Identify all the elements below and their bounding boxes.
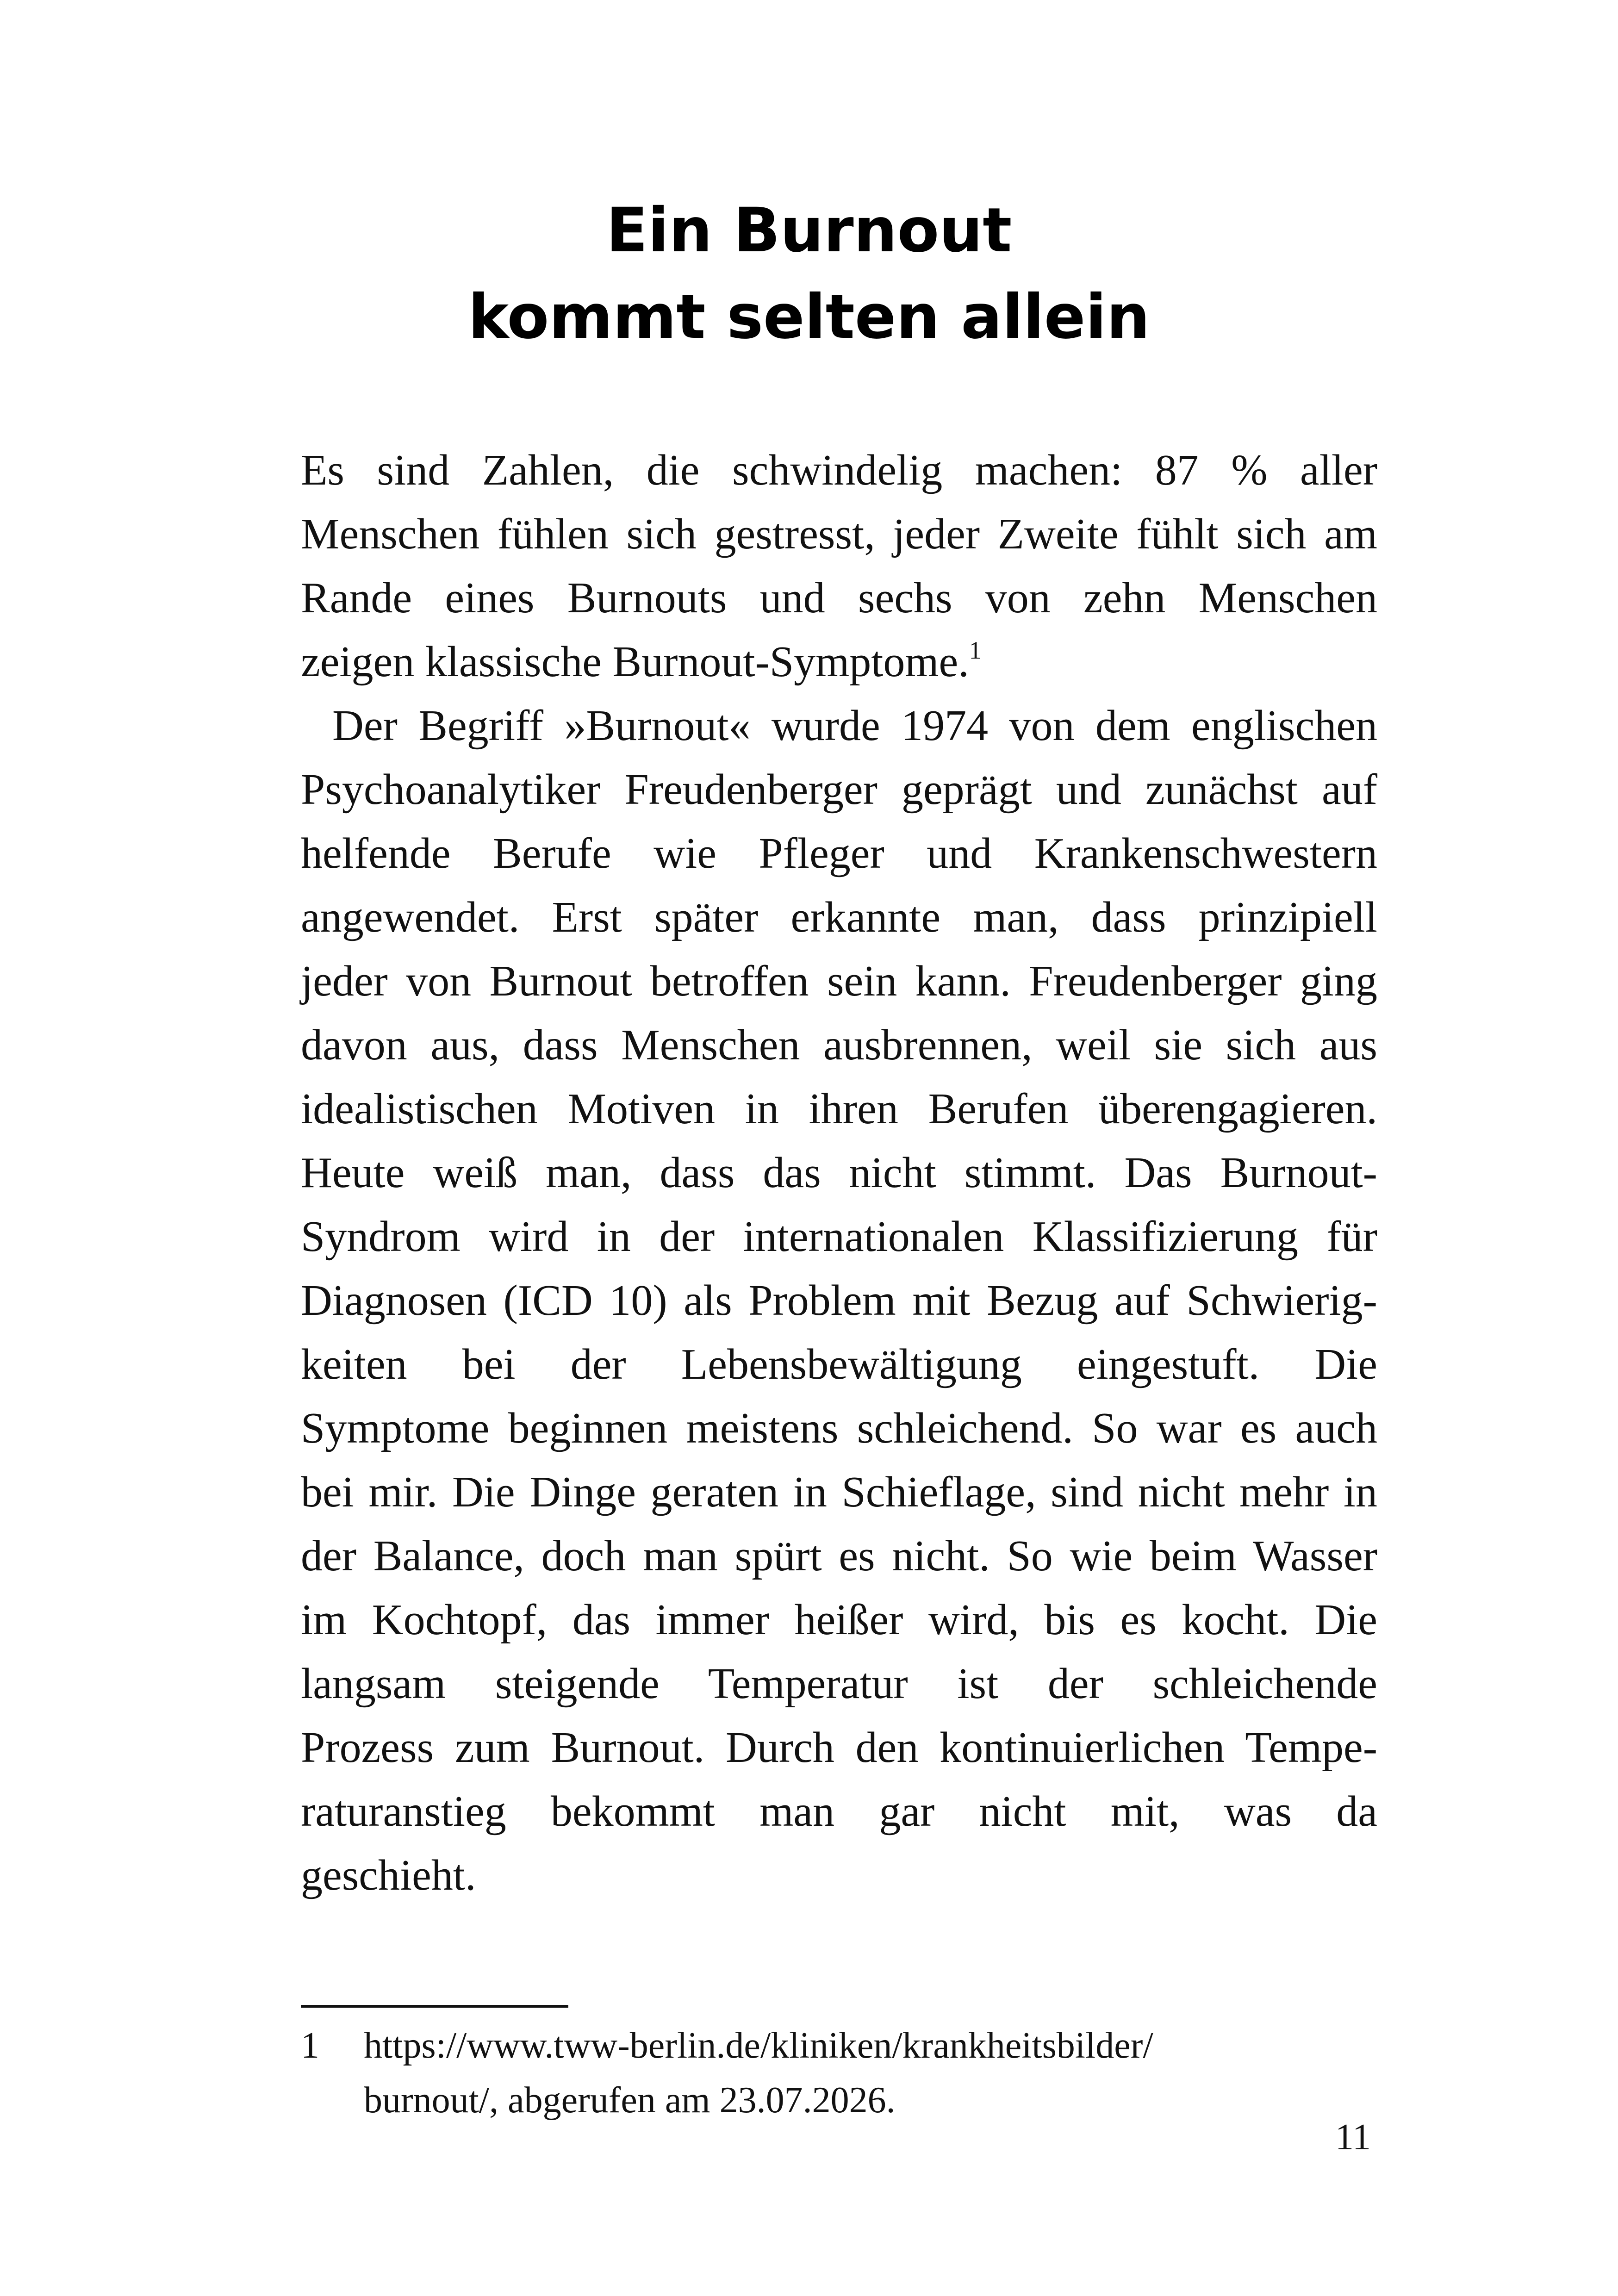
body-line: bei mir. Die Dinge geraten in Schieflage, sind nicht mehr in xyxy=(301,1468,1377,1516)
body-line: Psychoanalytiker Freudenberger geprägt und zunächst auf xyxy=(301,765,1377,814)
footnote-reference: 1 xyxy=(969,636,982,664)
body-line: Es sind Zahlen, die schwindelig machen: 87 % aller xyxy=(301,446,1377,494)
body-line: Symptome beginnen meistens schleichend. So war es auch xyxy=(301,1404,1377,1452)
body-line: Rande eines Burnouts und sechs von zehn Menschen xyxy=(301,574,1377,622)
body-line: idealistischen Motiven in ihren Berufen überengagieren. xyxy=(301,1085,1377,1133)
footnote-line: burnout/, abgerufen am 23.07.2026. xyxy=(364,2080,896,2121)
body-line: der Balance, doch man spürt es nicht. So wie beim Wasser xyxy=(301,1532,1377,1580)
body-line: Menschen fühlen sich gestresst, jeder Zweite fühlt sich am xyxy=(301,510,1377,558)
body-line: im Kochtopf, das immer heißer wird, bis es kocht. Die xyxy=(301,1596,1377,1644)
body-line: Syndrom wird in der internationalen Klassifizierung für xyxy=(301,1213,1377,1261)
body-line: geschieht. xyxy=(301,1851,476,1899)
footnote-divider xyxy=(301,2005,568,2008)
footnote-line: https://www.tww-berlin.de/kliniken/krankheitsbilder/ xyxy=(364,2025,1153,2066)
chapter-title-line-2: kommt selten allein xyxy=(468,281,1150,353)
footnote-number: 1 xyxy=(301,2025,319,2066)
body-line: davon aus, dass Menschen ausbrennen, weil sie sich aus xyxy=(301,1021,1377,1069)
body-line: raturanstieg bekommt man gar nicht mit, was da xyxy=(301,1787,1377,1836)
body-line: Der Begriff »Burnout« wurde 1974 von dem englischen xyxy=(332,702,1377,750)
body-line: keiten bei der Lebensbewältigung eingestuft. Die xyxy=(301,1340,1377,1388)
body-line: Heute weiß man, dass das nicht stimmt. Das Burnout- xyxy=(301,1149,1377,1197)
body-line: angewendet. Erst später erkannte man, dass prinzipiell xyxy=(301,893,1377,941)
body-line: langsam steigende Temperatur ist der schleichende xyxy=(301,1660,1377,1708)
body-line: Prozess zum Burnout. Durch den kontinuierlichen Tempe- xyxy=(301,1724,1377,1772)
page-number: 11 xyxy=(1335,2117,1371,2158)
body-line: helfende Berufe wie Pfleger und Krankenschwestern xyxy=(301,829,1377,877)
body-line: jeder von Burnout betroffen sein kann. Freudenberger ging xyxy=(301,957,1377,1005)
body-line xyxy=(301,636,1377,688)
body-line: Diagnosen (ICD 10) als Problem mit Bezug auf Schwierig- xyxy=(301,1276,1377,1325)
chapter-title-line-1: Ein Burnout xyxy=(606,195,1012,266)
body-line-text: zeigen klassische Burnout-Symptome. xyxy=(301,638,969,686)
